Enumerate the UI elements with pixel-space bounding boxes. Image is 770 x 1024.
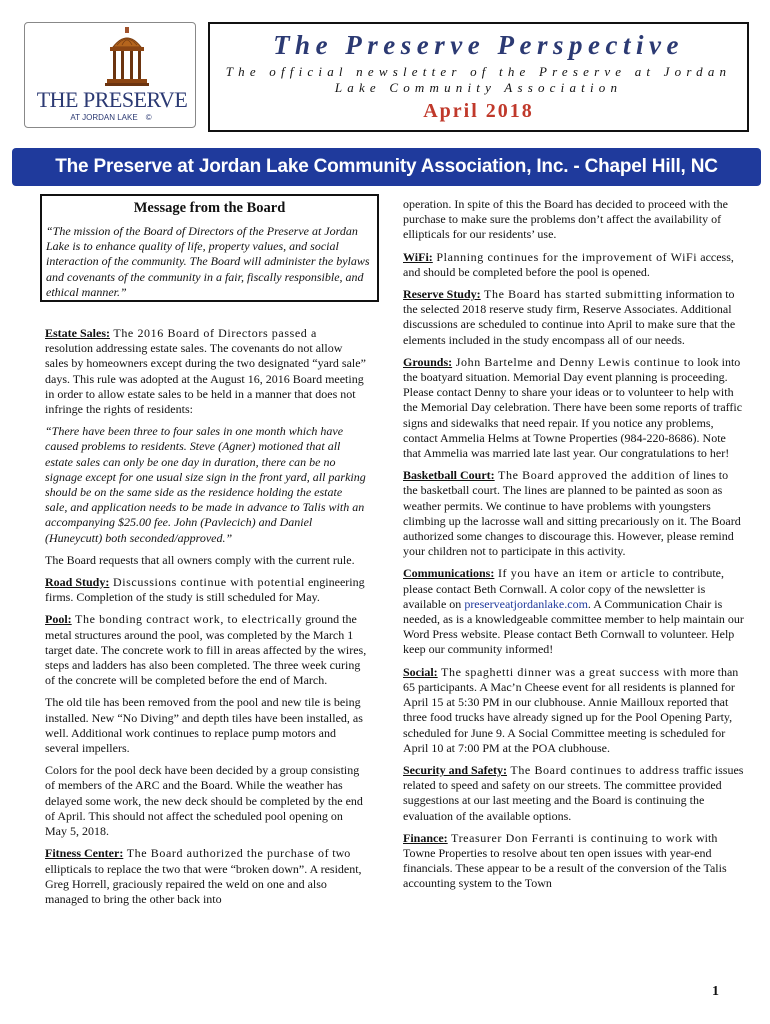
reserve-study-paragraph: Reserve Study: The Board has started submitting information to the selected 2018 reserve study firm, Reserve Associates. Additional discussions are scheduled to continue into April to make sure that the elements included in the study encompass all of our needs. xyxy=(403,287,736,347)
website-link[interactable]: preserveatjordanlake.com xyxy=(464,596,588,611)
grounds-paragraph: Grounds: John Bartelme and Denny Lewis continue to look into the boatyard situation. Memorial Day event planning is proceeding. Please contact Denny to share your ideas or to volunteer to help with the Memorial Day celebration. There have been some reports of traffic signs and sidewalks that need repair. If you notice any problems, contact Ammelia Helms at Towne Properties (984-220-8686). Note that Ammelia was married late last year. Our congratulations to her! xyxy=(403,354,743,461)
fitness-center-heading: Fitness Center: xyxy=(45,846,124,861)
wifi-paragraph: WiFi: Planning continues for the improvement of WiFi access, and should be completed before the pool is opened. xyxy=(403,249,734,279)
pool-paragraph: Pool: The bonding contract work, to electrically ground the metal structures around the pool, was completed by the March 1 target date. The concrete work to fill in areas affected by the wires, steps and ladders has also been completed. The three week curing of the concrete will be completed before the end of March. xyxy=(45,612,367,688)
logo-title: THE PRESERVE xyxy=(36,87,188,112)
fitness-center-paragraph: Fitness Center: The Board authorized the purchase of two ellipticals to replace the two that were “broken down”. A resident, Greg Horrell, graciously repaired the weld on one and also managed to bring the other back into xyxy=(45,846,362,906)
board-message-body: “The mission of the Board of Directors of the Preserve at Jordan Lake is to enhance quality of life, property values, and social interaction of the community. The Board will administer the bylaws and covenants of the community in a fair, fiscally responsible, and ethical manner.” xyxy=(46,224,370,299)
estate-sales-quote: “There have been three to four sales in one month which have caused problems to residents. Steve (Agner) motioned that all estate sales can only be one day in duration, there can be no signage except for one usual size sign in the front yard, all parking should be on the same side as the residence holding the estate sale, and application needs to be made in advance to Talis with an accompanying $25.00 fee. John (Pavlecich) and Daniel (Huneycutt) both seconded/approved.” xyxy=(45,424,366,545)
newsletter-title: The Preserve Perspective xyxy=(273,30,684,60)
logo xyxy=(24,22,196,128)
communications-heading: Communications: xyxy=(403,566,495,581)
wifi-heading: WiFi: xyxy=(403,249,433,264)
security-safety-heading: Security and Safety: xyxy=(403,762,507,777)
grounds-heading: Grounds: xyxy=(403,354,453,369)
estate-sales-heading: Estate Sales: xyxy=(45,326,110,340)
newsletter-tagline-line2: Lake Community Association xyxy=(334,80,623,95)
finance-heading: Finance: xyxy=(403,830,448,845)
logo-copyright: © xyxy=(145,113,152,122)
social-heading: Social: xyxy=(403,664,438,679)
issue-date: April 2018 xyxy=(423,100,534,122)
road-study-heading: Road Study: xyxy=(45,575,110,590)
fitness-center-continued: operation. In spite of this the Board has decided to proceed with the purchase to make sure the problems don’t affect the availability of ellipticals for our residents’ use. xyxy=(403,197,728,242)
pool-deck-paragraph: Colors for the pool deck have been decided by a group consisting of members of the ARC and the Board. While the weather has delayed some work, the new deck should be completed by the end of April. This should not affect the scheduled pool opening on May 5, 2018. xyxy=(45,763,363,839)
right-column xyxy=(403,197,745,899)
left-column xyxy=(45,326,367,914)
association-banner: The Preserve at Jordan Lake Community Association, Inc. - Chapel Hill, NC xyxy=(12,148,761,186)
gazebo-icon xyxy=(105,27,149,87)
page-number: 1 xyxy=(712,984,719,999)
basketball-court-heading: Basketball Court: xyxy=(403,468,495,483)
board-message-box xyxy=(40,194,379,302)
social-paragraph: Social: The spaghetti dinner was a great success with more than 65 participants. A Mac’n Cheese event for all residents is planned for April 15 at 5:30 PM in our clubhouse. Annie Mailloux reported that three food trucks have already signed up for the Pool Opening Party, scheduled for June 9. A Social Committee meeting is scheduled for April 10 at 7:00 PM at the POA clubhouse. xyxy=(403,664,739,755)
communications-paragraph: Communications: If you have an item or article to contribute, please contact Beth Cornwall. A color copy of the newsletter is available on preserveatjordanlake.com. A Communication Chair is needed, as is a knowledgeable committee member to help maintain our Word Press website. Please contact Beth Cornwall to volunteer. Help keep our community informed! xyxy=(403,566,744,657)
masthead xyxy=(208,22,749,132)
basketball-court-paragraph: Basketball Court: The Board approved the addition of lines to the basketball court. The lines are planned to be painted as soon as weather permits. We continue to have problems with youngsters climbing up the lacrosse wall and sitting precariously on it. The Board authorized some changes to discourage this. However, please remind your children not to participate in this activity. xyxy=(403,468,741,559)
logo-subtitle-text: AT JORDAN LAKE xyxy=(70,113,138,122)
road-study-paragraph: Road Study: Discussions continue with potential engineering firms. Completion of the study is still scheduled for May. xyxy=(45,575,365,605)
estate-sales-request: The Board requests that all owners comply with the current rule. xyxy=(45,552,355,567)
estate-sales-paragraph: Estate Sales: The 2016 Board of Directors passed a resolution addressing estate sales. The covenants do not allow sales by homeowners except during the two designated “yard sale” days. This rule was adopted at the August 16, 2016 Board meeting in order to allow estate sales to be held in a manner that does not infringe the rights of residents: xyxy=(45,326,366,417)
pool-heading: Pool: xyxy=(45,612,72,627)
finance-paragraph: Finance: Treasurer Don Ferranti is continuing to work with Towne Properties to resolve about ten open issues with year-end financials. These appear to be a result of the conversion of the Talis accounting system to the Town xyxy=(403,830,727,891)
pool-tile-paragraph: The old tile has been removed from the pool and new tile is being installed. New “No Diving” and depth tiles have been installed, as well. Additional work continues to replace pump motors and several impellers. xyxy=(45,695,363,756)
board-message-title: Message from the Board xyxy=(133,200,286,216)
newsletter-tagline-line1: The official newsletter of the Preserve at Jordan xyxy=(225,64,732,79)
security-safety-paragraph: Security and Safety: The Board continues to address traffic issues related to speed and safety on our streets. The committee provided suggestions at our last meeting and the Board is continuing the evaluation of the available options. xyxy=(403,762,744,823)
logo-subtitle xyxy=(25,113,197,122)
reserve-study-heading: Reserve Study: xyxy=(403,287,481,302)
